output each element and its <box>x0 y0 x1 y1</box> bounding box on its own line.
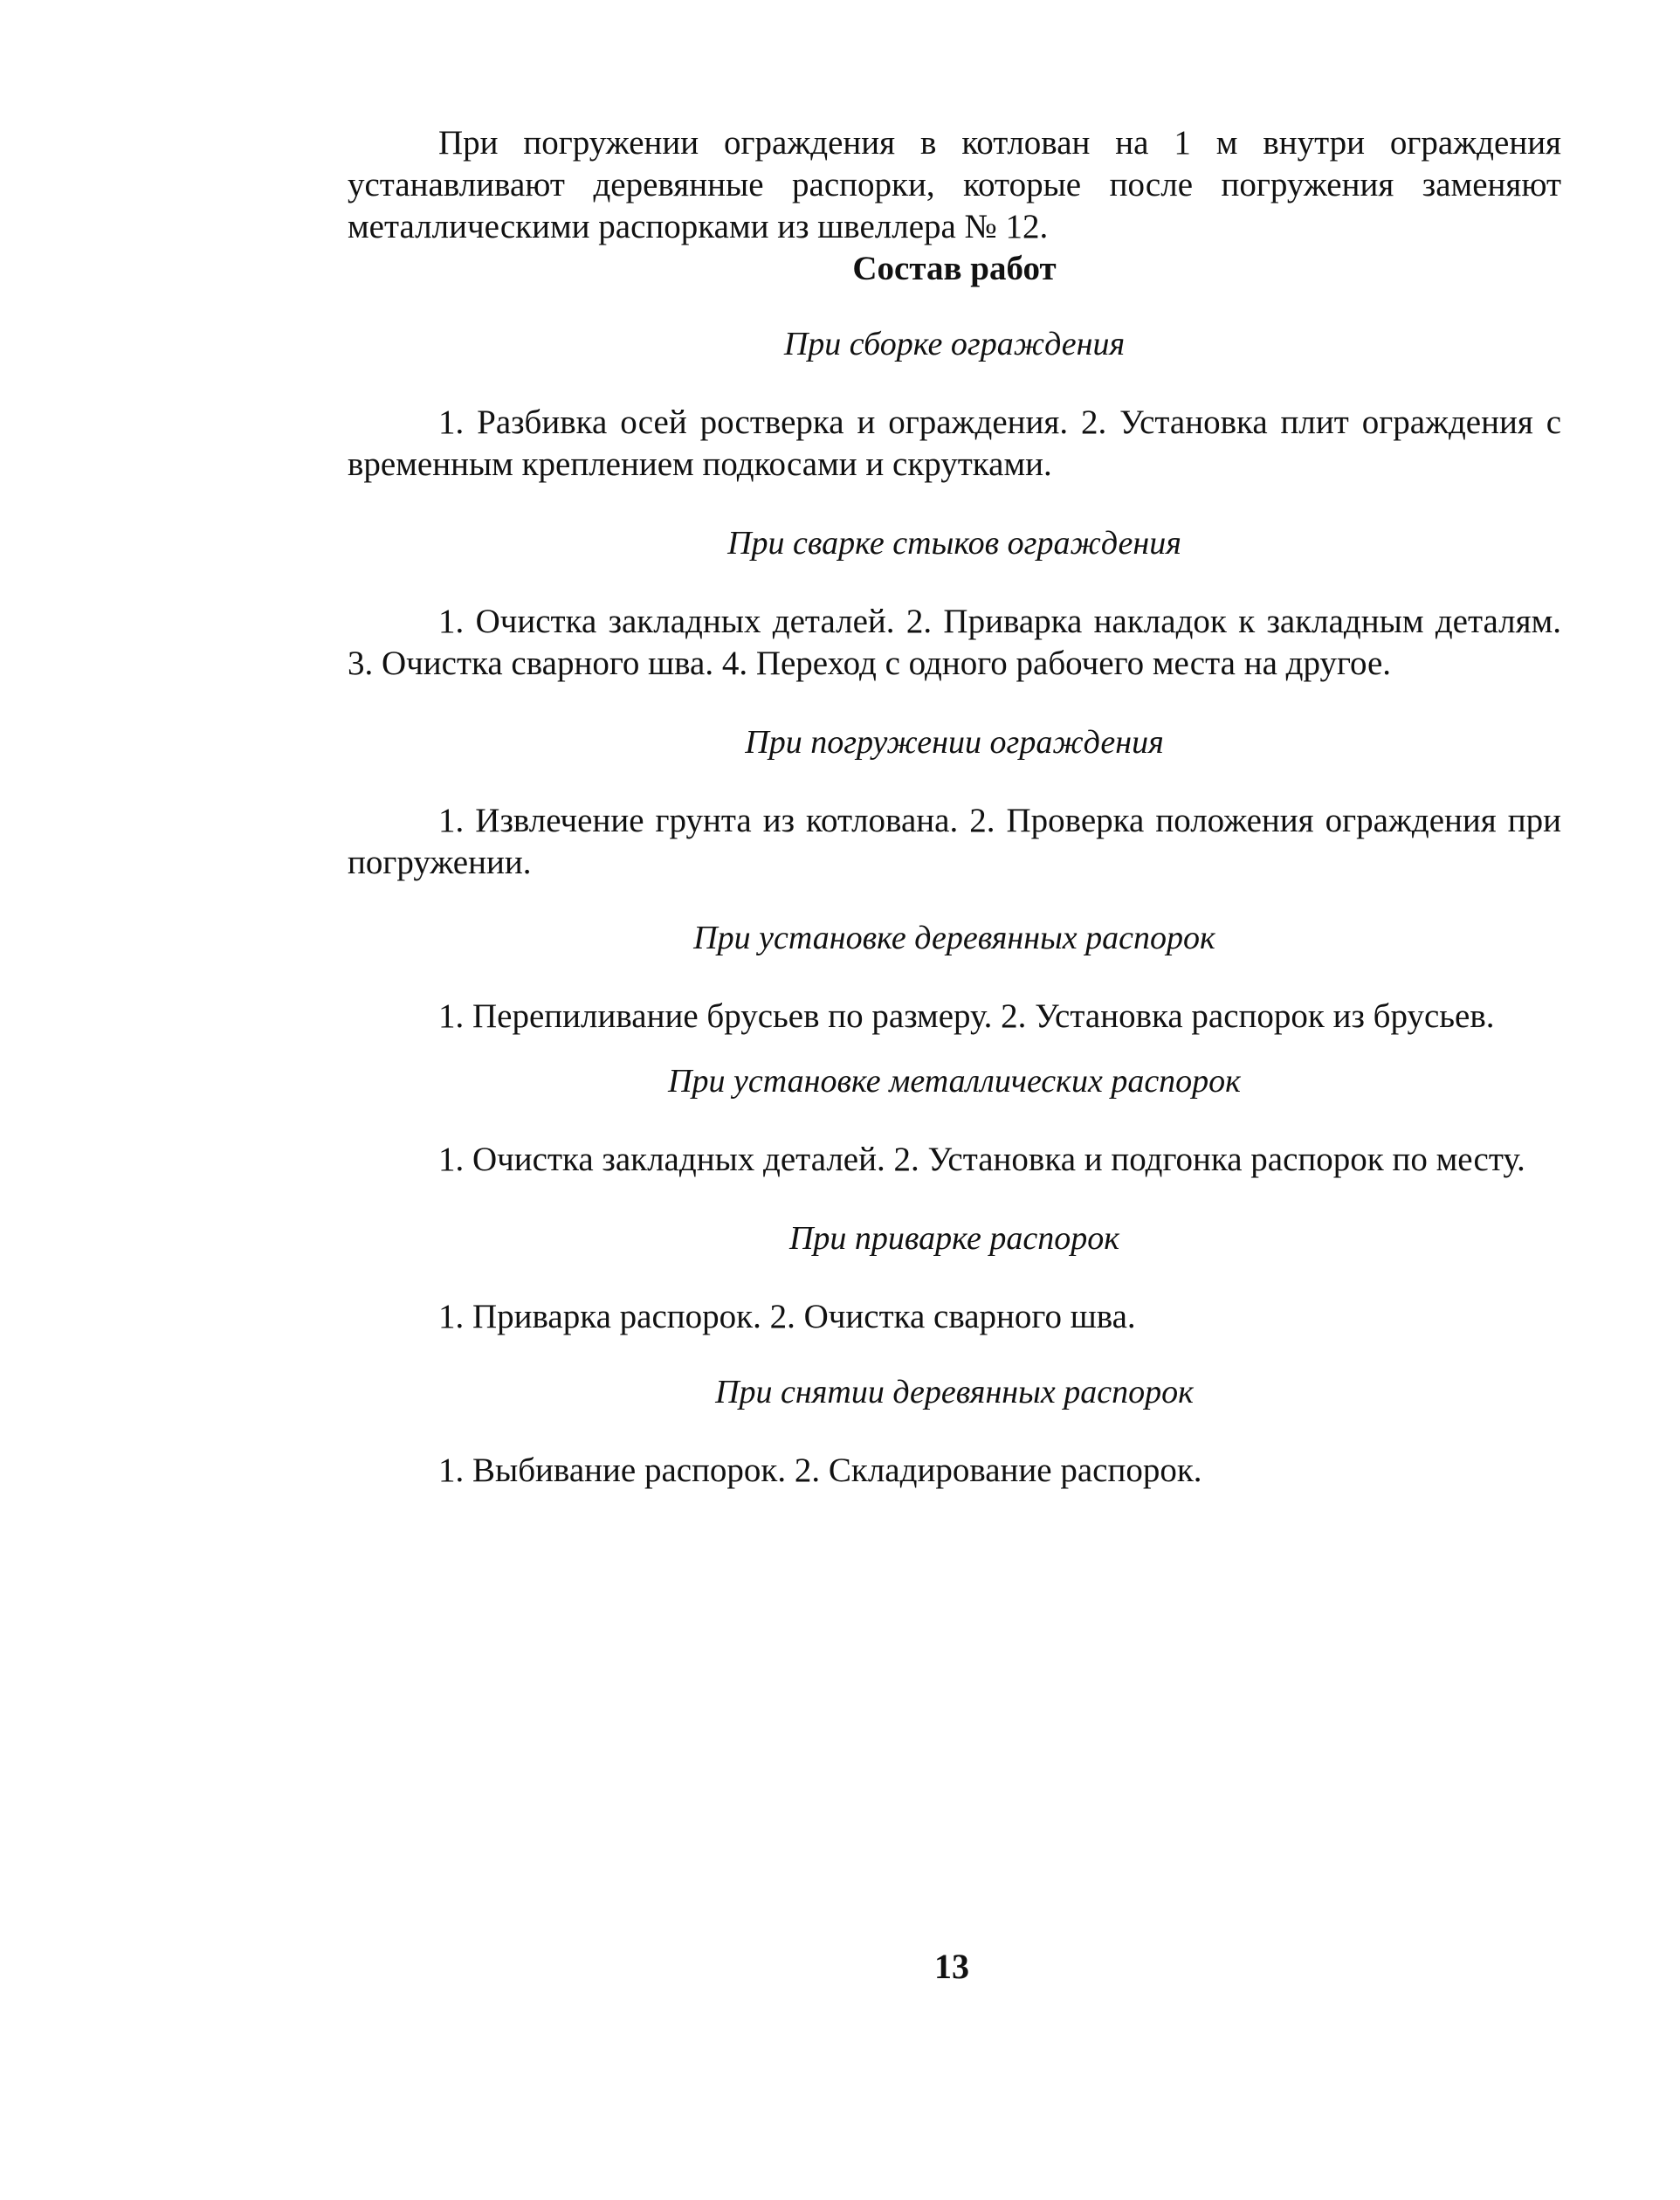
subheading-wooden-struts: При установке деревянных распорок <box>693 920 1215 956</box>
paragraph-wooden-struts: 1. Перепиливание брусьев по размеру. 2. Установка распорок из брусьев. <box>438 997 1495 1035</box>
paragraph-strut-welding: 1. Приварка распорок. 2. Очистка сварного шва. <box>438 1298 1136 1335</box>
subheading-strut-welding: При приварке распорок <box>788 1220 1119 1257</box>
page-number: 13 <box>934 1947 969 1986</box>
subheading-immersion: При погружении ограждения <box>745 724 1164 761</box>
subheading-metal-struts: При установке металлических распорок <box>668 1063 1241 1100</box>
paragraph-immersion: 1. Извлечение грунта из котлована. 2. Проверка положения ограждения при погружении. <box>348 802 1561 881</box>
paragraph-metal-struts: 1. Очистка закладных деталей. 2. Установка и подгонка распорок по месту. <box>438 1141 1525 1178</box>
section-title: Состав работ <box>852 250 1057 287</box>
subheading-assembly: При сборке ограждения <box>783 326 1126 362</box>
document-page <box>348 122 1561 1492</box>
intro-paragraph: При погружении ограждения в котлован на 1 м внутри ограждения устанавливают деревянные распорки, которые после погружения заменяют металлическими распорками из швеллера № 12. <box>348 124 1561 245</box>
paragraph-welding-joints: 1. Очистка закладных деталей. 2. Приварка накладок к закладным деталям. 3. Очистка сварного шва. 4. Переход с одного рабочего места на другое. <box>348 603 1561 682</box>
subheading-welding-joints: При сварке стыков ограждения <box>727 525 1181 562</box>
paragraph-strut-removal: 1. Выбивание распорок. 2. Складирование распорок. <box>438 1452 1202 1489</box>
paragraph-assembly: 1. Разбивка осей ростверка и ограждения. 2. Установка плит ограждения с временным креплением подкосами и скрутками. <box>348 403 1561 483</box>
subheading-strut-removal: При снятии деревянных распорок <box>715 1374 1194 1410</box>
